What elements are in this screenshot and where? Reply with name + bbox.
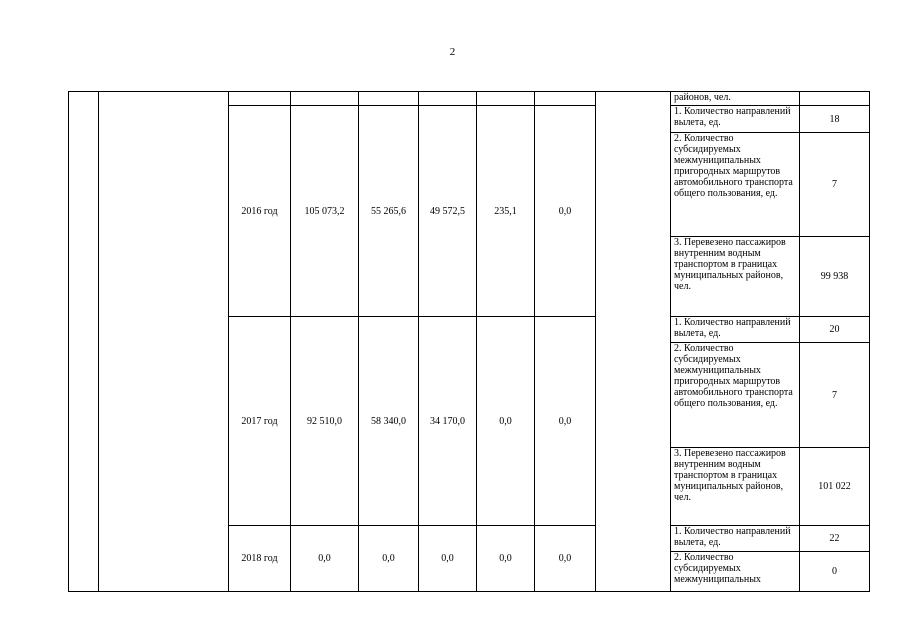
amount-cell: 0,0 — [359, 526, 419, 592]
indicator-value-cell: 20 — [800, 317, 870, 343]
amount-cell: 0,0 — [477, 526, 535, 592]
total-cell: 105 073,2 — [291, 106, 359, 317]
indicator-value-cell: 7 — [800, 133, 870, 237]
amount-cell: 0,0 — [477, 317, 535, 526]
amount-cell: 235,1 — [477, 106, 535, 317]
indicator-cell: 1. Количество направлений вылета, ед. — [671, 317, 800, 343]
amount-cell: 34 170,0 — [419, 317, 477, 526]
indicator-cell: 2. Количество субсидируемых межмуниципальных пригородных маршрутов автомобильного транспорта общего пользования, ед. — [671, 343, 800, 448]
amount-cell: 0,0 — [419, 526, 477, 592]
program-table — [68, 91, 870, 592]
continuation-row — [69, 92, 870, 106]
indicator-value-cell: 99 938 — [800, 237, 870, 317]
amount-cell: 0,0 — [535, 317, 596, 526]
col-name-cell — [99, 92, 229, 592]
indicator-value-cell: 22 — [800, 526, 870, 552]
indicator-value-cell: 7 — [800, 343, 870, 448]
empty-cell — [359, 92, 419, 106]
empty-cell — [477, 92, 535, 106]
amount-cell: 49 572,5 — [419, 106, 477, 317]
indicator-cell: 2. Количество субсидируемых межмуниципальных пригородных маршрутов автомобильного транспорта общего пользования, ед. — [671, 133, 800, 237]
empty-cell — [535, 92, 596, 106]
indicator-cell: 1. Количество направлений вылета, ед. — [671, 526, 800, 552]
amount-cell: 58 340,0 — [359, 317, 419, 526]
total-cell: 0,0 — [291, 526, 359, 592]
col-number-cell — [69, 92, 99, 592]
year-cell: 2016 год — [229, 106, 291, 317]
amount-cell: 0,0 — [535, 106, 596, 317]
indicator-value-cell: 18 — [800, 106, 870, 133]
indicator-cell: 3. Перевезено пассажиров внутренним водным транспортом в границах муниципальных районов, чел. — [671, 237, 800, 317]
indicator-cell: 2. Количество субсидируемых межмуниципальных — [671, 552, 800, 592]
indicator-cell: 1. Количество направлений вылета, ед. — [671, 106, 800, 133]
col-executor-cell — [596, 92, 671, 592]
total-cell: 92 510,0 — [291, 317, 359, 526]
indicator-value-cell: 101 022 — [800, 448, 870, 526]
empty-cell — [419, 92, 477, 106]
empty-cell — [229, 92, 291, 106]
indicator-value-cell — [800, 92, 870, 106]
amount-cell: 55 265,6 — [359, 106, 419, 317]
year-cell: 2017 год — [229, 317, 291, 526]
indicator-cell: 3. Перевезено пассажиров внутренним водным транспортом в границах муниципальных районов, чел. — [671, 448, 800, 526]
indicator-value-cell: 0 — [800, 552, 870, 592]
indicator-cell: районов, чел. — [671, 92, 800, 106]
empty-cell — [291, 92, 359, 106]
amount-cell: 0,0 — [535, 526, 596, 592]
year-cell: 2018 год — [229, 526, 291, 592]
page-number: 2 — [449, 46, 456, 58]
